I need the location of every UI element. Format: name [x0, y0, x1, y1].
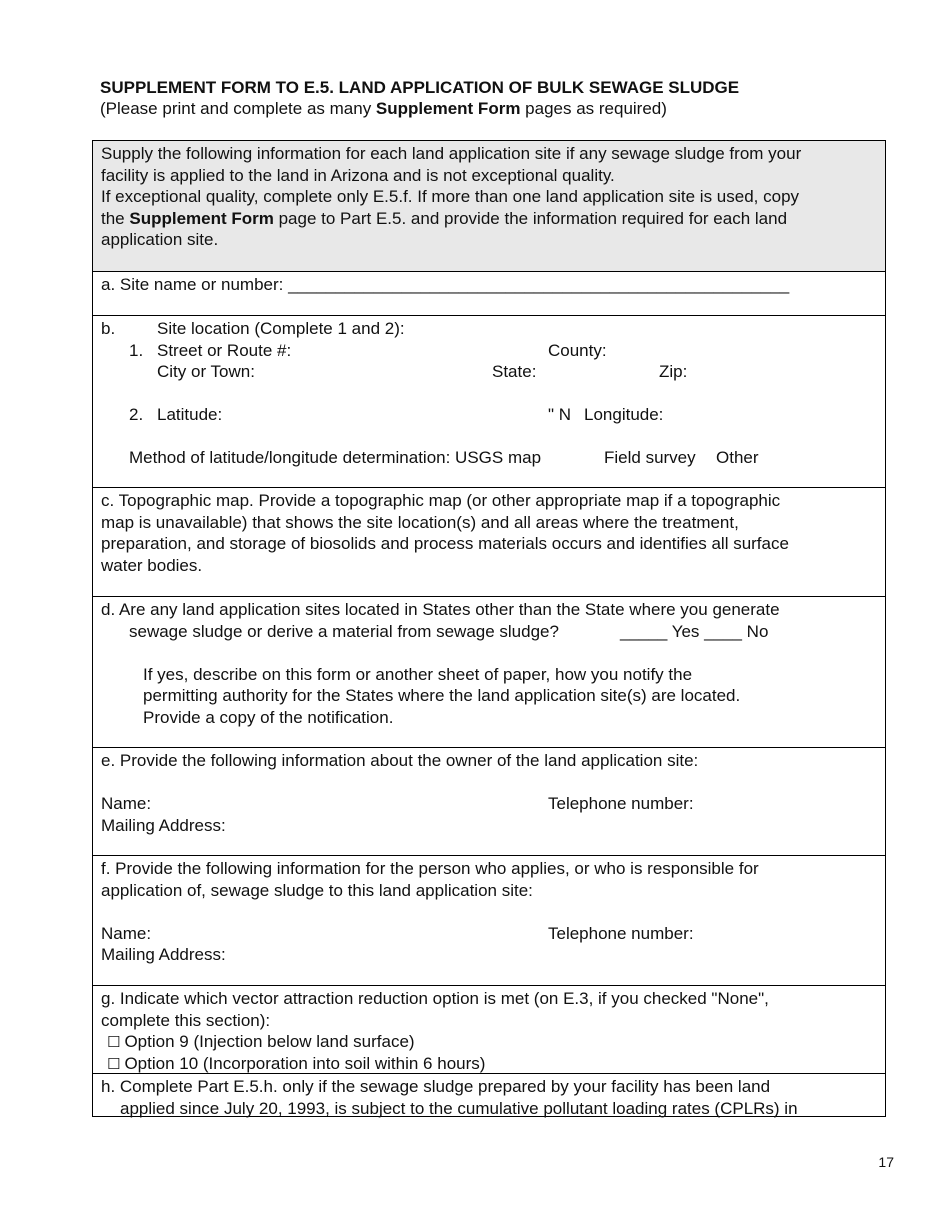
section-b: b. Site location (Complete 1 and 2): 1. Street or Route #: County: City or Town: State: Zip: 2. Latitude: " N Longitude: Method of latitude/longitude determination: USGS map Field survey Other [93, 316, 885, 488]
latitude-field[interactable]: Latitude: [157, 405, 223, 424]
option10-checkbox[interactable]: ☐ Option 10 (Incorporation into soil within 6 hours) [107, 1053, 486, 1073]
site-name-label: a. Site name or number: [101, 275, 289, 294]
form-title: SUPPLEMENT FORM TO E.5. LAND APPLICATION OF BULK SEWAGE SLUDGE [100, 78, 740, 97]
applier-name-field[interactable]: Name: [101, 923, 152, 943]
supplement-form [92, 140, 886, 1117]
method-usgs-option[interactable]: Method of latitude/longitude determination: USGS map [129, 448, 542, 467]
zip-field[interactable]: Zip: [659, 362, 688, 381]
site-name-field[interactable]: _____________________________________________________ [288, 275, 790, 294]
method-field-survey-option[interactable]: Field survey [604, 448, 696, 467]
page-number: 17 [878, 1154, 894, 1170]
form-subtitle: (Please print and complete as many Supplement Form pages as required) [100, 99, 667, 118]
section-h: h. Complete Part E.5.h. only if the sewage sludge prepared by your facility has been land applied since July 20, 1993, is subject to the cumulative pollutant loading rates (CPLRs) in [101, 1077, 798, 1118]
section-e: e. Provide the following information about the owner of the land application site: Name: Telephone number: Mailing Address: [93, 748, 885, 856]
intro-section: Supply the following information for each land application site if any sewage sludge from your facility is applied to the land in Arizona and is not exceptional quality. If exceptional quality, complete only E.5.f. If more than one land application site is used, copy the Supplement Form page to Part E.5. and provide the information required for each land application site. [93, 141, 885, 272]
method-other-option[interactable]: Other [716, 448, 759, 467]
county-field[interactable]: County: [548, 340, 607, 360]
longitude-field[interactable]: Longitude: [584, 405, 664, 424]
owner-phone-field[interactable]: Telephone number: [548, 794, 694, 813]
street-field[interactable]: Street or Route #: [157, 340, 292, 360]
owner-name-field[interactable]: Name: [101, 794, 152, 813]
section-c: c. Topographic map. Provide a topographic map (or other appropriate map if a topographic map is unavailable) that shows the site location(s) and all areas where the treatment, preparation, and storage of biosolids and process materials occurs and identifies all surface water bodies. [93, 488, 885, 597]
option9-checkbox[interactable]: ☐ Option 9 (Injection below land surface) [107, 1032, 415, 1051]
applier-address-field[interactable]: Mailing Address: [101, 945, 226, 964]
yes-no-field[interactable]: _____ Yes ____ No [620, 621, 769, 641]
section-f: f. Provide the following information for the person who applies, or who is responsible for application of, sewage sludge to this land application site: Name: Telephone number: Mailing Address: [93, 856, 885, 986]
state-field[interactable]: State: [492, 362, 537, 381]
section-d: d. Are any land application sites located in States other than the State where you generate sewage sludge or derive a material from sewage sludge? _____ Yes ____ No If yes, describe on this form or another sheet of paper, how you notify the permitting authority for the States where the land application site(s) are located. Provide a copy of the notification. [93, 597, 885, 748]
section-g: g. Indicate which vector attraction reduction option is met (on E.3, if you checked "None", complete this section): ☐ Option 9 (Injection below land surface) ☐ Option 10 (Incorporation into soil within 6 hours) [93, 986, 885, 1074]
checkbox-icon[interactable]: ☐ [107, 1033, 121, 1051]
owner-address-field[interactable]: Mailing Address: [101, 815, 226, 835]
checkbox-icon[interactable]: ☐ [107, 1054, 121, 1073]
applier-phone-field[interactable]: Telephone number: [548, 923, 694, 943]
city-field[interactable]: City or Town: [157, 362, 255, 381]
section-a [93, 272, 885, 316]
